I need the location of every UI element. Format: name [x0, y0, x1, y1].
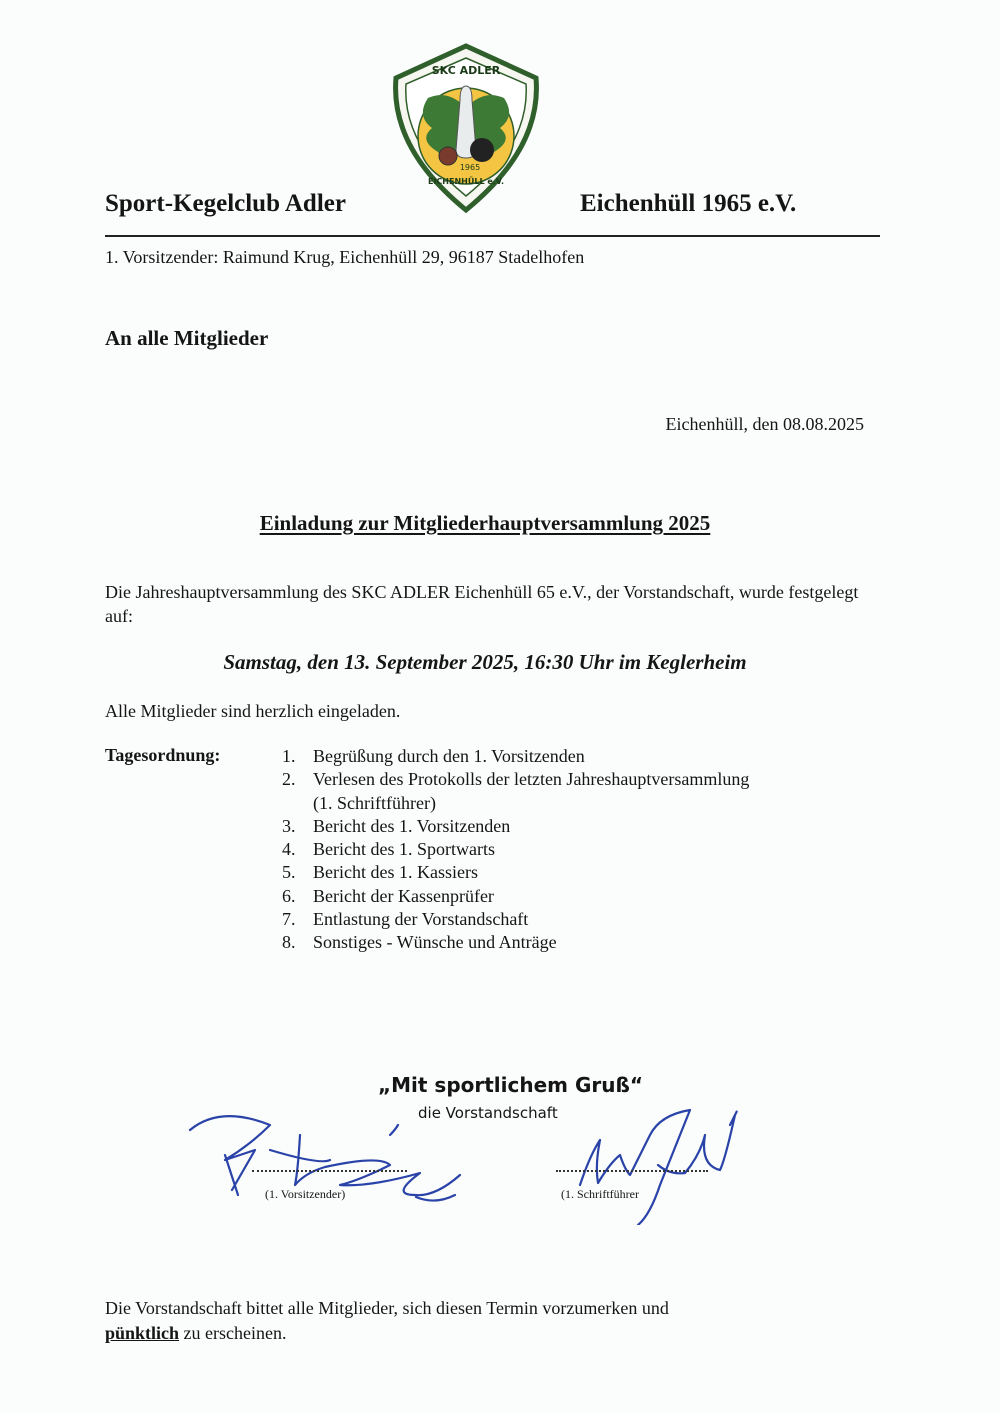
agenda-item: 2. Verlesen des Protokolls der letzten Jahreshauptversammlung: [282, 769, 750, 790]
recipients: An alle Mitglieder: [105, 326, 269, 350]
agenda-item: 6. Bericht der Kassenprüfer: [282, 885, 494, 906]
greeting: „Mit sportlichem Gruß“: [378, 1073, 644, 1097]
header-rule: [105, 235, 880, 237]
agenda-item: 5. Bericht des 1. Kassiers: [282, 862, 478, 883]
signature-line-secretary: [556, 1170, 708, 1172]
closing-text: Die Vorstandschaft bittet alle Mitglieder, sich diesen Termin vorzumerken und pünktlich zu erscheinen.: [105, 1298, 669, 1343]
closing-emphasis: pünktlich: [105, 1323, 180, 1343]
agenda-item: 1. Begrüßung durch den 1. Vorsitzenden: [282, 746, 585, 766]
club-logo: [386, 38, 546, 218]
handwritten-signatures: [180, 1095, 760, 1225]
agenda-item: 3. Bericht des 1. Vorsitzenden: [282, 815, 511, 836]
signature-label-secretary: (1. Schriftführer: [561, 1187, 639, 1201]
invited-text: Alle Mitglieder sind herzlich eingeladen.: [105, 701, 401, 721]
intro-text: Die Jahreshauptversammlung des SKC ADLER Eichenhüll 65 e.V., der Vorstandschaft, wurde festgelegt auf:: [105, 582, 859, 626]
club-name-right: Eichenhüll 1965 e.V.: [580, 190, 797, 217]
signature-label-chairman: (1. Vorsitzender): [265, 1187, 346, 1201]
agenda-item-sub: (1. Schriftführer): [313, 792, 436, 813]
logo-text-top: SKC ADLER: [431, 64, 501, 77]
agenda-item: 4. Bericht des 1. Sportwarts: [282, 839, 495, 860]
event-date: Samstag, den 13. September 2025, 16:30 Uhr im Keglerheim: [223, 650, 747, 674]
board-name: die Vorstandschaft: [418, 1104, 558, 1122]
signature-line-chairman: [252, 1170, 407, 1172]
place-date: Eichenhüll, den 08.08.2025: [665, 414, 864, 434]
letter-title: Einladung zur Mitgliederhauptversammlung 2025: [259, 511, 711, 535]
agenda-label: Tagesordnung:: [105, 745, 221, 765]
logo-text-year: 1965: [459, 163, 481, 172]
logo-text-bottom: EICHENHÜLL e.V.: [427, 177, 505, 186]
agenda-item: 7. Entlastung der Vorstandschaft: [282, 909, 529, 930]
chairman-line: 1. Vorsitzender: Raimund Krug, Eichenhüll 29, 96187 Stadelhofen: [105, 247, 585, 267]
club-name-left: Sport-Kegelclub Adler: [105, 190, 346, 217]
agenda-list: [282, 745, 842, 955]
agenda-item: 8. Sonstiges - Wünsche und Anträge: [282, 932, 557, 953]
